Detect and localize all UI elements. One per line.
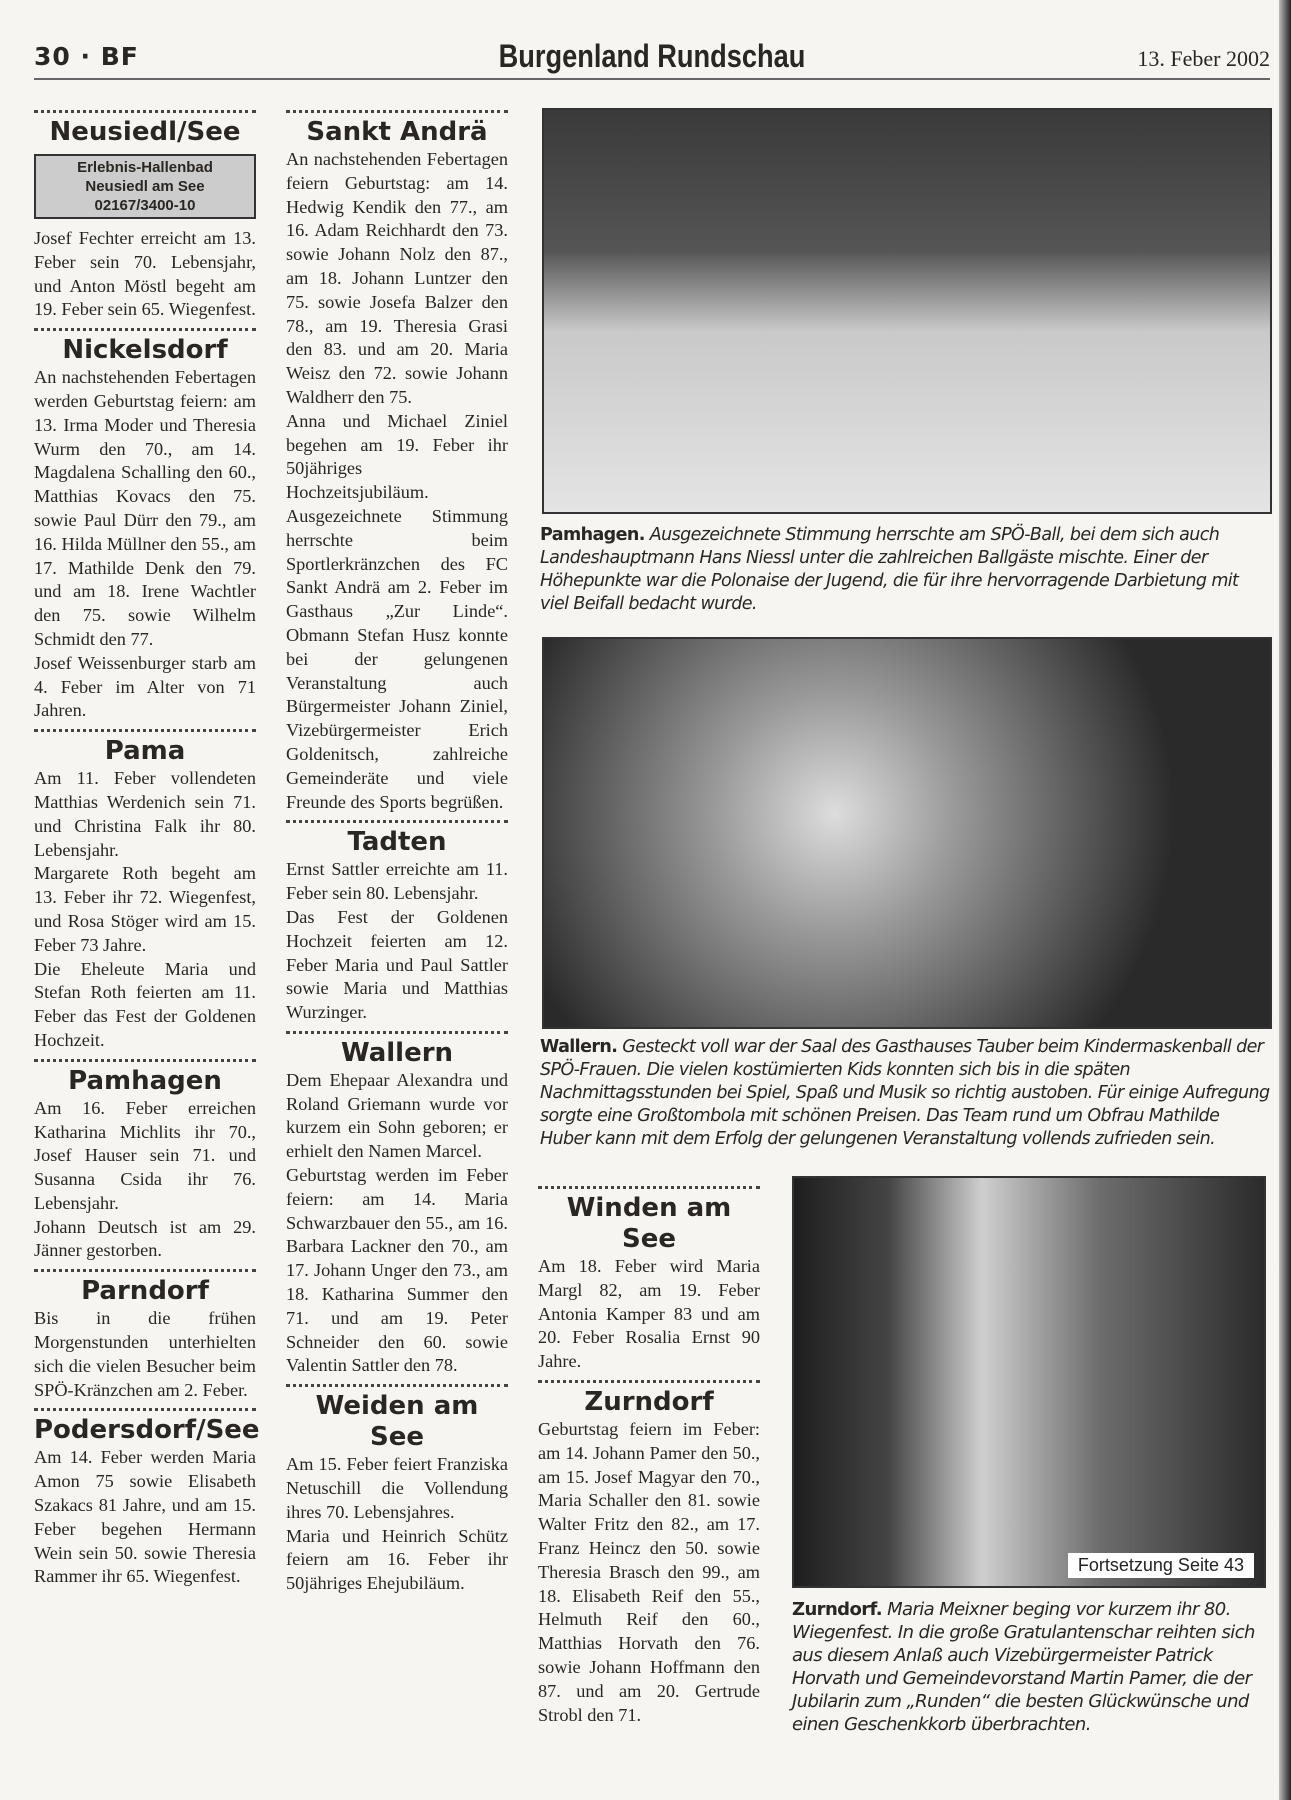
article-paragraph: Am 14. Feber werden Maria Amon 75 sowie Elisabeth Szakacs 81 Jahre, und am 15. Feber begehen Hermann Wein sein 50. sowie Theresia Rammer ihr 65. Wiegenfest. bbox=[34, 1447, 256, 1587]
dotted-divider bbox=[538, 1186, 760, 1189]
article-heading: Winden am See bbox=[566, 1193, 732, 1254]
article-zurndorf bbox=[538, 1380, 760, 1727]
article-heading: Pama bbox=[104, 736, 186, 767]
article-heading: Weiden am See bbox=[315, 1391, 479, 1453]
dotted-divider bbox=[286, 1031, 508, 1034]
article-neusiedl-see bbox=[34, 110, 256, 322]
photo-wallern-kindermaskenball bbox=[542, 637, 1272, 1029]
caption-lead: Pamhagen. bbox=[540, 525, 645, 545]
dotted-divider bbox=[34, 1269, 256, 1272]
dotted-divider bbox=[286, 1384, 508, 1387]
article-weiden-am-see bbox=[286, 1384, 508, 1596]
article-parndorf bbox=[34, 1269, 256, 1402]
column-1 bbox=[34, 104, 260, 1589]
caption-wallern bbox=[540, 1036, 1270, 1151]
article-paragraph: Bis in die frühen Morgenstunden unterhielten sich die vielen Besucher beim SPÖ-Kränzchen am 2. Feber. bbox=[34, 1308, 256, 1400]
continuation-note: Fortsetzung Seite 43 bbox=[1068, 1553, 1254, 1578]
newspaper-title: Burgenland Rundschau bbox=[498, 38, 806, 74]
article-wallern bbox=[286, 1031, 508, 1378]
article-paragraph: Am 11. Feber vollendeten Matthias Werdenich sein 71. und Christina Falk ihr 80. Lebensjahr. bbox=[34, 768, 256, 860]
article-pama bbox=[34, 729, 256, 1053]
article-paragraph: An nachstehenden Febertagen werden Geburtstag feiern: am 13. Irma Moder und Theresia Wurm den 70., am 14. Magdalena Schalling den 60., Matthias Kovacs den 75. sowie Paul Dürr den 79., am 16. Hilda Müllner den 55., am 17. Mathilde Denk den 79. und am 18. Irene Wachtler den 75. sowie Wilhelm Schmidt den 77. bbox=[34, 367, 256, 649]
article-paragraph: Am 15. Feber feiert Franziska Netuschill die Vollendung ihres 70. Lebensjahres. bbox=[286, 1454, 508, 1522]
article-paragraph: Am 16. Feber erreichen Katharina Michlits ihr 70., Josef Hauser sein 71. und Susanna Csida ihr 76. Lebensjahr. bbox=[34, 1097, 256, 1213]
article-paragraph: Die Eheleute Maria und Stefan Roth feierten am 11. Feber das Fest der Goldenen Hochzeit. bbox=[34, 958, 256, 1050]
caption-text: Gesteckt voll war der Saal des Gasthauses Tauber beim Kindermaskenball der SPÖ-Frauen. Die vielen kostümierten Kids konnten sich bis in die späten Nachmittagsstunden bei Spiel, Spaß und Musik so richtig austoben. Für einige Aufregung sorgte eine Großtombola mit schönen Preisen. Das Team rund um Obfrau Mathilde Huber kann mit dem Erfolg der gelungenen Veranstaltung vollends zufrieden sein. bbox=[540, 1037, 1270, 1149]
article-heading: Wallern bbox=[340, 1037, 454, 1068]
dotted-divider bbox=[286, 820, 508, 823]
article-paragraph: Geburtstag feiern im Feber: am 14. Johann Pamer den 50., am 15. Josef Magyar den 70., Maria Schaller den 81. sowie Walter Fritz den 82., am 17. Franz Heincz den 50. sowie Theresia Brasch den 99., am 18. Elisabeth Reif den 55., Helmuth Reif den 60., Matthias Horvath den 76. sowie Johann Hoffmann den 87. und am 20. Gertrude Strobl den 71. bbox=[538, 1418, 760, 1725]
dotted-divider bbox=[34, 1059, 256, 1062]
dotted-divider bbox=[34, 328, 256, 331]
article-paragraph: Ausgezeichnete Stimmung herrschte beim Sportlerkränzchen des FC Sankt Andrä am 2. Feber im Gasthaus „Zur Linde“. Obmann Stefan Husz konnte bei der gelungenen Veranstaltung auch Bürgermeister Johann Ziniel, Vizebürgermeister Erich Goldenitsch, zahlreiche Gemeinderäte und viele Freunde des Sports begrüßen. bbox=[286, 505, 508, 812]
article-paragraph: An nachstehenden Febertagen feiern Geburtstag: am 14. Hedwig Kendik den 77., am 16. Adam Reichhardt den 73. sowie Johann Nolz den 87., am 18. Johann Luntzer den 75. sowie Josefa Balzer den 78., am 19. Theresia Grasi den 83. und am 20. Maria Weisz den 72. sowie Johann Waldherr den 75. bbox=[286, 149, 508, 407]
caption-pamhagen bbox=[540, 524, 1270, 616]
article-sankt-andrä bbox=[286, 110, 508, 814]
article-paragraph: Margarete Roth begeht am 13. Feber ihr 72. Wiegenfest, und Rosa Stöger wird am 15. Feber 73 Jahre. bbox=[34, 863, 256, 955]
ad-box-line: Erlebnis-Hallenbad bbox=[77, 159, 213, 176]
ad-box-line: 02167/3400-10 bbox=[94, 197, 196, 214]
article-tadten bbox=[286, 820, 508, 1025]
article-paragraph: Johann Deutsch ist am 29. Jänner gestorben. bbox=[34, 1216, 256, 1261]
article-paragraph: Geburtstag werden im Feber feiern: am 14. Maria Schwarzbauer den 55., am 16. Barbara Lackner den 70., am 17. Johann Unger den 73., am 18. Katharina Summer den 71. und am 19. Peter Schneider den 60. sowie Valentin Sattler den 78. bbox=[286, 1165, 508, 1376]
article-heading: Zurndorf bbox=[584, 1386, 714, 1417]
dotted-divider bbox=[538, 1380, 760, 1383]
article-heading: Neusiedl/See bbox=[49, 117, 241, 147]
column-2 bbox=[286, 104, 508, 1596]
article-pamhagen bbox=[34, 1059, 256, 1264]
photo-pamhagen-ball bbox=[542, 108, 1272, 514]
article-heading: Nickelsdorf bbox=[62, 335, 228, 366]
article-paragraph: Ernst Sattler erreichte am 11. Feber sein 80. Lebensjahr. bbox=[286, 859, 508, 904]
article-paragraph: Josef Weissenburger starb am 4. Feber im Alter von 71 Jahren. bbox=[34, 652, 256, 721]
masthead bbox=[34, 38, 1270, 80]
caption-lead: Zurndorf. bbox=[792, 1599, 882, 1620]
article-paragraph: Das Fest der Goldenen Hochzeit feierten am 12. Feber Maria und Paul Sattler sowie Maria und Matthias Wurzinger. bbox=[286, 906, 508, 1023]
page-binding-edge bbox=[1279, 0, 1291, 1800]
issue-date: 13. Feber 2002 bbox=[1137, 46, 1270, 71]
article-heading: Parndorf bbox=[81, 1276, 209, 1307]
article-heading: Pamhagen bbox=[68, 1065, 222, 1096]
photo-zurndorf-jubilarin bbox=[792, 1176, 1266, 1588]
column-3 bbox=[538, 1180, 760, 1727]
ad-box bbox=[34, 154, 256, 219]
article-heading: Sankt Andrä bbox=[306, 117, 488, 147]
dotted-divider bbox=[286, 110, 508, 113]
dotted-divider bbox=[34, 729, 256, 732]
article-paragraph: Anna und Michael Ziniel begehen am 19. Feber ihr 50jähriges Hochzeitsjubiläum. bbox=[286, 410, 508, 503]
dotted-divider bbox=[34, 1408, 256, 1411]
article-paragraph: Am 18. Feber wird Maria Margl 82, am 19. Feber Antonia Kamper 83 und am 20. Feber Rosalia Ernst 90 Jahre. bbox=[538, 1256, 760, 1372]
dotted-divider bbox=[34, 110, 256, 113]
caption-lead: Wallern. bbox=[540, 1037, 618, 1057]
article-podersdorf-see bbox=[34, 1408, 260, 1589]
article-paragraph: Maria und Heinrich Schütz feiern am 16. Feber ihr 50jähriges Ehejubiläum. bbox=[286, 1525, 508, 1594]
caption-text: Ausgezeichnete Stimmung herrschte am SPÖ-Ball, bei dem sich auch Landeshauptmann Hans Niessl unter die zahlreichen Ballgäste mischte. Einer der Höhepunkte war die Polonaise der Jugend, die für ihre hervorragende Darbietung mit viel Beifall bedacht wurde. bbox=[540, 525, 1239, 614]
article-paragraph: Josef Fechter erreicht am 13. Feber sein 70. Lebensjahr, und Anton Möstl begeht am 19. Feber sein 65. Wiegenfest. bbox=[34, 228, 256, 320]
caption-zurndorf bbox=[792, 1598, 1270, 1736]
article-paragraph: Dem Ehepaar Alexandra und Roland Griemann wurde vor kurzem ein Sohn geboren; er erhielt den Namen Marcel. bbox=[286, 1069, 508, 1162]
ad-box-line: Neusiedl am See bbox=[85, 178, 205, 195]
article-nickelsdorf bbox=[34, 328, 256, 723]
caption-text: Maria Meixner beging vor kurzem ihr 80. Wiegenfest. In die große Gratulantenschar reihten sich aus diesem Anlaß auch Vizebürgermeister Patrick Horvath und Gemeindevorstand Martin Pamer, die der Jubilarin zum „Runden“ die besten Glückwünsche und einen Geschenkkorb überbrachten. bbox=[792, 1599, 1255, 1735]
page-number: 30 · BF bbox=[34, 42, 139, 71]
article-winden-am-see bbox=[538, 1186, 760, 1374]
article-heading: Podersdorf/See bbox=[34, 1415, 260, 1446]
article-heading: Tadten bbox=[347, 827, 447, 858]
